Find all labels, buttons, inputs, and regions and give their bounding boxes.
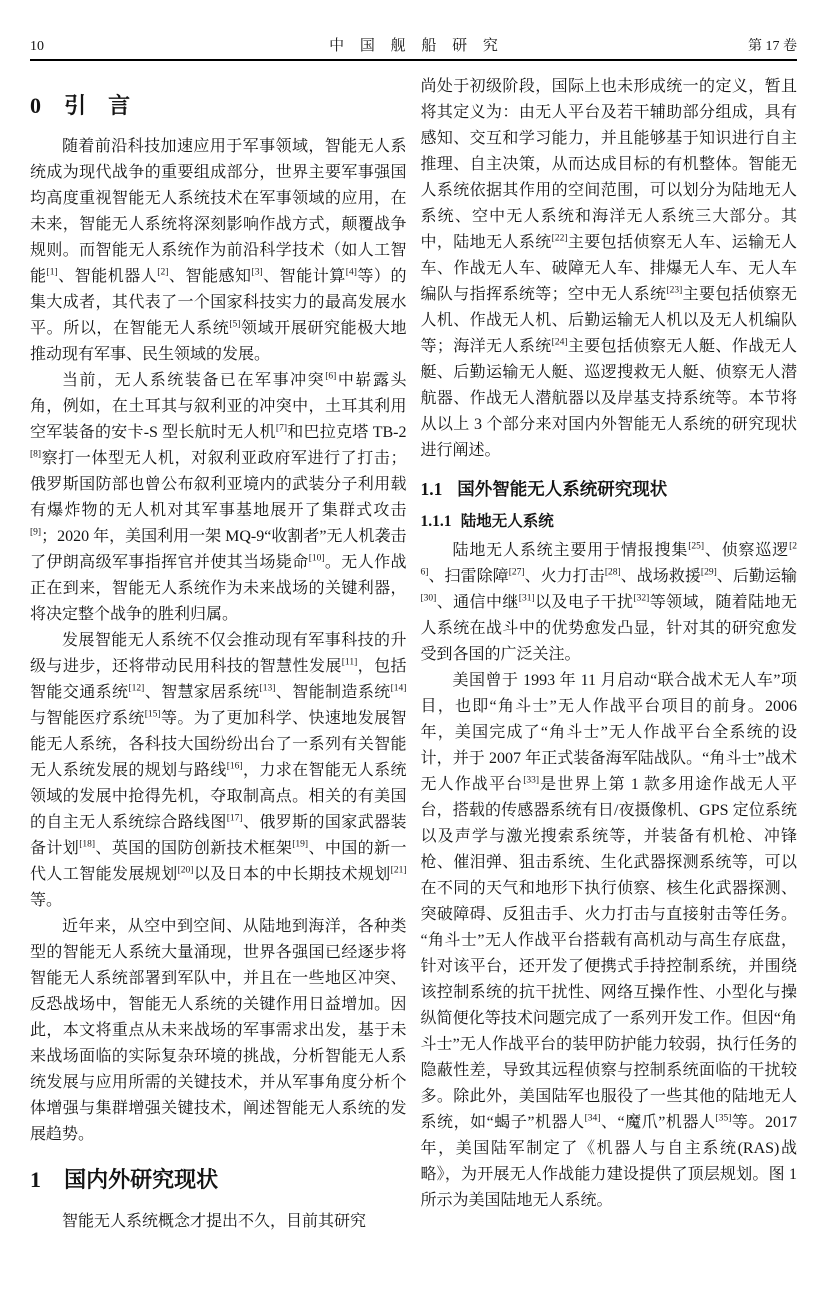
volume-label: 第 17 卷 [748,39,797,54]
citation-ref: [35] [715,1113,732,1124]
citation-ref: [19] [292,840,309,851]
section-heading-1 [30,1167,407,1193]
journal-title: 中国舰船研究 [329,38,514,54]
paragraph: 随着前沿科技加速应用于军事领域，智能无人系统成为现代战争的重要组成部分，世界主要军事强国均高度重视智能无人系统技术在军事领域的应用，在未来，智能无人系统将深刻影响作战方式，颠覆战争规则。而智能无人系统作为前沿科学技术（如人工智能[1]、智能机器人[2]、智能感知[3]、智能计算[4]等）的集大成者，其代表了一个国家科技实力的最高发展水平。所以，在智能无人系统[5]领域开展研究能极大地推动现有军事、民生领域的发展。 [30,138,407,364]
citation-ref: [7] [275,424,287,435]
paragraph: 当前，无人系统装备已在军事冲突[6]中崭露头角，例如，在土耳其与叙利亚的冲突中，土耳其利用空军装备的安卡-S 型长航时无人机[7]和巴拉克塔 TB-2[8]察打一体型无人机，对叙利亚政府军进行了打击；俄罗斯国防部也曾公布叙利亚境内的武装分子利用载有爆炸物的无人机对其军事基地展开了集群式攻击[9]；2020 年，美国利用一架 MQ-9“收割者”无人机袭击了伊朗高级军事指挥官并使其当场毙命[10]。无人作战正在到来，智能无人系统作为未来战场的关键利器，将决定整个战争的胜利归属。 [30,372,407,624]
section-number: 0 [30,93,41,118]
citation-ref: [15] [144,710,161,721]
citation-ref: [27] [508,567,525,578]
citation-ref: [1] [46,268,58,279]
paragraph: 发展智能无人系统不仅会推动现有军事科技的升级与进步，还将带动民用科技的智慧性发展[11]，包括智能交通系统[12]、智慧家居系统[13]、智能制造系统[14]与智能医疗系统[15]等。为了更加科学、快速地发展智能无人系统，各科技大国纷纷出台了一系列有关智能无人系统发展的规划与路线[16]，力求在智能无人系统领域的发展中抢得先机，夺取制高点。相关的有美国的自主无人系统综合路线图[17]、俄罗斯的国家武器装备计划[18]、英国的国防创新技术框架[19]、中国的新一代人工智能发展规划[20]以及日本的中长期技术规划[21]等。 [30,632,407,910]
section-title: 国内外研究现状 [64,1167,219,1193]
citation-ref: [13] [259,684,276,695]
citation-ref: [30] [420,593,437,604]
section-heading-1.1.1 [421,512,798,531]
two-column-body [0,61,827,1235]
citation-ref: [8] [30,450,42,461]
citation-ref: [3] [251,268,263,279]
section-title: 引 言 [64,93,131,118]
citation-ref: [32] [633,593,650,604]
citation-ref: [4] [345,268,357,279]
citation-ref: [6] [325,372,337,383]
citation-ref: [16] [226,762,243,773]
section-title: 国外智能无人系统研究现状 [457,479,668,499]
citation-ref: [28] [604,567,621,578]
paragraph: 尚处于初级阶段，国际上也未形成统一的定义，暂且将其定义为：由无人平台及若干辅助部分组成，具有感知、交互和学习能力，并且能够基于知识进行自主推理、自主决策，从而达成目标的有机整体。智能无人系统依据其作用的空间范围，可以划分为陆地无人系统、空中无人系统和海洋无人系统三大部分。其中，陆地无人系统[22]主要包括侦察无人车、运输无人车、作战无人车、破障无人车、排爆无人车、无人车编队与指挥系统等；空中无人系统[23]主要包括侦察无人机、作战无人机、后勤运输无人机以及无人机编队等；海洋无人系统[24]主要包括侦察无人艇、作战无人艇、后勤运输无人艇、巡逻搜救无人艇、侦察无人潜航器、作战无人潜航器以及岸基支持系统等。本节将从以上 3 个部分来对国内外智能无人系统的研究现状进行阐述。 [420,78,797,459]
running-head [30,34,797,61]
citation-ref: [21] [390,866,407,877]
citation-ref: [12] [128,684,145,695]
citation-ref: [25] [688,541,705,552]
citation-ref: [10] [308,554,325,565]
paragraph: 近年来，从空中到空间、从陆地到海洋，各种类型的智能无人系统大量涌现，世界各强国已经逐步将智能无人系统部署到军队中，并且在一些地区冲突、反恐战场中，智能无人系统的关键作用日益增加。因此，本文将重点从未来战场的军事需求出发，基于未来战场面临的实际复杂环境的挑战，分析智能无人系统发展与应用所需的关键技术，并从军事角度分析个体增强与集群增强关键技术，阐述智能无人系统的发展趋势。 [30,918,407,1144]
citation-ref: [20] [177,866,194,877]
right-column [421,74,798,1235]
citation-ref: [24] [551,337,568,348]
section-heading-0 [30,93,407,119]
paragraph: 美国曾于 1993 年 11 月启动“联合战术无人车”项目，也即“角斗士”无人作战平台项目的前身。2006 年，美国完成了“角斗士”无人作战平台全系统的设计，并于 2007 年正式装备海军陆战队。“角斗士”战术无人作战平台[33]是世界上第 1 款多用途作战无人平台，搭载的传感器系统有日/夜摄像机、GPS 定位系统以及声学与激光搜索系统等，并装备有机枪、冲锋枪、催泪弹、狙击系统、生化武器探测系统等，可以在不同的天气和地形下执行侦察、核生化武器探测、突破障碍、反狙击手、火力打击与直接射击等任务。“角斗士”无人作战平台搭载有高机动与高生存底盘，针对该平台，还开发了便携式手持控制系统，并围绕该控制系统的抗干扰性、网络互操作性、小型化与操纵简便化等技术问题完成了一系列开发工作。但因“角斗士”无人作战平台的装甲防护能力较弱，执行任务的隐蔽性差，导致其远程侦察与控制系统面临的干扰较多。除此外，美国陆军也服役了一些其他的陆地无人系统，如“蝎子”机器人[34]、“魔爪”机器人[35]等。2017 年，美国陆军制定了《机器人与自主系统(RAS)战略》，为开展无人作战能力建设提供了顶层规划。图 1 所示为美国陆地无人系统。 [420,672,797,1210]
citation-ref: [23] [666,285,683,296]
citation-ref: [9] [30,528,42,539]
section-title: 陆地无人系统 [460,512,554,530]
citation-ref: [34] [584,1113,601,1124]
section-heading-1.1 [421,479,798,501]
section-number: 1.1.1 [420,512,452,530]
citation-ref: [33] [523,775,540,786]
citation-ref: [5] [229,320,241,331]
paragraph: 陆地无人系统主要用于情报搜集[25]、侦察巡逻[26]、扫雷除障[27]、火力打击[28]、战场救援[29]、后勤运输[30]、通信中继[31]以及电子干扰[32]等领域，随着陆地无人系统在战斗中的优势愈发凸显，针对其的研究愈发受到各国的广泛关注。 [420,541,797,664]
citation-ref: [26] [420,541,797,578]
page-number: 10 [30,39,44,54]
citation-ref: [22] [551,233,568,244]
citation-ref: [29] [700,567,717,578]
citation-ref: [18] [79,840,96,851]
paragraph: 智能无人系统概念才提出不久，目前其研究 [62,1212,367,1230]
section-number: 1.1 [420,479,443,499]
citation-ref: [11] [341,658,358,669]
citation-ref: [31] [518,593,535,604]
section-number: 1 [30,1167,41,1193]
citation-ref: [2] [157,268,169,279]
citation-ref: [14] [390,684,407,695]
left-column [30,74,407,1235]
citation-ref: [17] [226,814,243,825]
